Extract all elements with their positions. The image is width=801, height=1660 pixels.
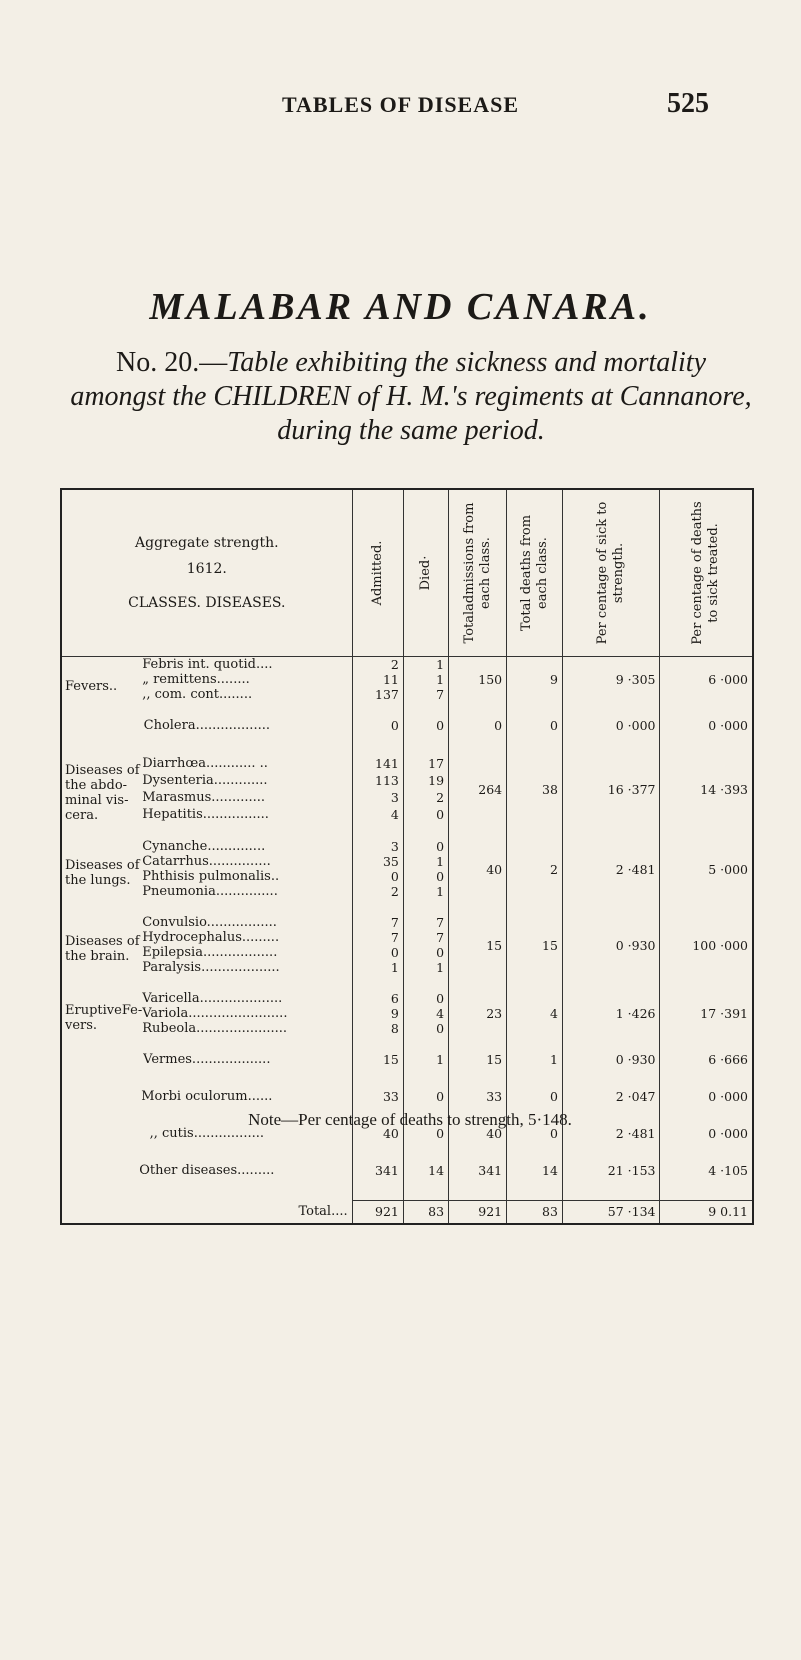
- row-spacer: [61, 733, 753, 755]
- admitted-cell: 137: [352, 687, 403, 702]
- admitted-cell: 33: [352, 1089, 403, 1104]
- admitted-cell: 6: [352, 991, 403, 1006]
- table-row: [61, 915, 753, 930]
- admitted-cell: 8: [352, 1021, 403, 1036]
- disease-name: Dysenteria.............: [142, 773, 268, 788]
- page-number: 525: [667, 88, 709, 119]
- died-cell: 17: [403, 755, 448, 772]
- row-spacer: [61, 823, 753, 839]
- disease-name: Catarrhus...............: [142, 854, 271, 869]
- disease-name: ,, com. cont........: [142, 687, 253, 702]
- class-label: Diseases of the brain.: [65, 934, 140, 964]
- total-deaths-cell: 1: [507, 1052, 563, 1067]
- total-total-deaths: 83: [507, 1200, 563, 1224]
- col-total-deaths: [507, 489, 563, 657]
- died-cell: 7: [403, 687, 448, 702]
- died-cell: 2: [403, 789, 448, 806]
- died-cell: 1: [403, 657, 448, 673]
- total-admissions-cell: 33: [449, 1089, 507, 1104]
- class-label: Cholera..................: [143, 718, 270, 733]
- total-admissions-cell: 40: [449, 1126, 507, 1141]
- total-deaths-cell: 15: [507, 915, 563, 975]
- class-label: Morbi oculorum......: [141, 1089, 273, 1104]
- disease-name: Convulsio.................: [142, 915, 277, 930]
- admitted-cell: 40: [352, 1126, 403, 1141]
- total-deaths-cell: 0: [507, 718, 563, 733]
- total-died: 83: [403, 1200, 448, 1224]
- class-label: EruptiveFe-vers.: [65, 1002, 143, 1033]
- admitted-cell: 2: [352, 884, 403, 899]
- col-total-deaths-label: Total deaths from each class.: [518, 514, 550, 632]
- pct-deaths-cell: 100 ·000: [660, 915, 753, 975]
- table-row: [61, 755, 753, 772]
- total-pct-deaths: 9 0.11: [660, 1200, 753, 1224]
- total-admissions-cell: 23: [449, 991, 507, 1036]
- pct-deaths-cell: 0 ·000: [660, 1126, 753, 1141]
- table-caption: [66, 346, 756, 448]
- pct-sick-cell: 2 ·481: [562, 1126, 660, 1141]
- disease-name: Marasmus.............: [142, 790, 266, 805]
- died-cell: 4: [403, 1006, 448, 1021]
- aggregate-label: Aggregate strength.: [135, 535, 279, 551]
- total-pct-sick: 57 ·134: [562, 1200, 660, 1224]
- table-row: [61, 657, 753, 673]
- died-cell: 7: [403, 930, 448, 945]
- row-spacer: [61, 1141, 753, 1163]
- table-row: [61, 1052, 753, 1067]
- table-row: [61, 718, 753, 733]
- disease-name: Cynanche..............: [142, 839, 266, 854]
- died-cell: 0: [403, 839, 448, 854]
- class-label: Fevers..: [65, 679, 118, 694]
- died-cell: 0: [403, 945, 448, 960]
- total-admissions-cell: 341: [449, 1163, 507, 1178]
- pct-sick-cell: 0 ·930: [562, 915, 660, 975]
- disease-name: Rubeola......................: [142, 1021, 288, 1036]
- total-admissions-cell: 15: [449, 1052, 507, 1067]
- pct-deaths-cell: 0 ·000: [660, 1089, 753, 1104]
- admitted-cell: 1: [352, 960, 403, 975]
- pct-sick-cell: 21 ·153: [562, 1163, 660, 1178]
- admitted-cell: 2: [352, 657, 403, 673]
- row-spacer: [61, 899, 753, 915]
- admitted-cell: 0: [352, 718, 403, 733]
- total-deaths-cell: 2: [507, 839, 563, 899]
- table-body: [61, 657, 753, 1225]
- class-label: Other diseases.........: [139, 1163, 275, 1178]
- running-head-title: TABLES OF DISEASE: [281, 92, 520, 117]
- col-admitted-label: Admitted.: [369, 540, 385, 606]
- pct-deaths-cell: 17 ·391: [660, 991, 753, 1036]
- table-wrap: [60, 488, 758, 1660]
- footnote: Note—Per centage of deaths to strength, 5·148.: [248, 1110, 572, 1129]
- pct-sick-cell: 0 ·000: [562, 718, 660, 733]
- pct-deaths-cell: 14 ·393: [660, 755, 753, 823]
- total-admissions-cell: 150: [449, 657, 507, 703]
- pct-deaths-cell: 5 ·000: [660, 839, 753, 899]
- admitted-cell: 7: [352, 915, 403, 930]
- class-label: Diseases of the lungs.: [65, 858, 140, 888]
- row-spacer: [61, 1036, 753, 1052]
- disease-name: Variola........................: [142, 1006, 288, 1021]
- admitted-cell: 3: [352, 789, 403, 806]
- disease-name: Diarrhœa............ ..: [142, 756, 268, 771]
- pct-sick-cell: 16 ·377: [562, 755, 660, 823]
- col-pct-deaths: [660, 489, 753, 657]
- admitted-cell: 141: [352, 755, 403, 772]
- total-deaths-cell: 4: [507, 991, 563, 1036]
- head-left: [61, 489, 352, 657]
- pct-deaths-cell: 6 ·000: [660, 657, 753, 703]
- died-cell: 1: [403, 884, 448, 899]
- died-cell: 14: [403, 1163, 448, 1178]
- died-cell: 0: [403, 991, 448, 1006]
- main-title: MALABAR AND CANARA.: [149, 286, 652, 328]
- total-deaths-cell: 38: [507, 755, 563, 823]
- disease-name: Febris int. quotid....: [142, 657, 273, 672]
- running-head: [0, 88, 801, 122]
- total-label: Total....: [298, 1204, 348, 1219]
- col-died-label: Died·: [417, 555, 433, 591]
- disease-name: Phthisis pulmonalis..: [142, 869, 280, 884]
- total-deaths-cell: 14: [507, 1163, 563, 1178]
- total-admissions-cell: 0: [449, 718, 507, 733]
- total-admitted: 921: [352, 1200, 403, 1224]
- table-row: [61, 1089, 753, 1104]
- admitted-cell: 0: [352, 945, 403, 960]
- admitted-cell: 341: [352, 1163, 403, 1178]
- class-label: ,, cutis.................: [149, 1126, 264, 1141]
- table-row: [61, 839, 753, 854]
- died-cell: 1: [403, 672, 448, 687]
- pct-sick-cell: 1 ·426: [562, 991, 660, 1036]
- pct-deaths-cell: 0 ·000: [660, 718, 753, 733]
- total-row: [61, 1200, 753, 1224]
- col-pct-deaths-label: Per centage of deaths to sick treated.: [690, 501, 722, 645]
- admitted-cell: 3: [352, 839, 403, 854]
- total-deaths-cell: 9: [507, 657, 563, 703]
- died-cell: 0: [403, 1089, 448, 1104]
- pct-sick-cell: 0 ·930: [562, 1052, 660, 1067]
- disease-name: „ remittens........: [142, 672, 250, 687]
- admitted-cell: 11: [352, 672, 403, 687]
- admitted-cell: 15: [352, 1052, 403, 1067]
- died-cell: 0: [403, 1021, 448, 1036]
- total-total-admissions: 921: [449, 1200, 507, 1224]
- pct-sick-cell: 2 ·481: [562, 839, 660, 899]
- col-admitted: [352, 489, 403, 657]
- disease-name: Epilepsia..................: [142, 945, 278, 960]
- pct-sick-cell: 2 ·047: [562, 1089, 660, 1104]
- disease-name: Hepatitis................: [142, 807, 269, 822]
- died-cell: 7: [403, 915, 448, 930]
- admitted-cell: 0: [352, 869, 403, 884]
- col-pct-sick-label: Per centage of sick to strength.: [595, 501, 627, 645]
- died-cell: 0: [403, 806, 448, 823]
- total-deaths-cell: 0: [507, 1126, 563, 1141]
- disease-name: Varicella....................: [142, 991, 283, 1006]
- col-pct-sick: [562, 489, 660, 657]
- class-label: Diseases of the abdo-minal vis-cera.: [65, 763, 140, 823]
- admitted-cell: 4: [352, 806, 403, 823]
- row-spacer: [61, 702, 753, 718]
- total-deaths-cell: 0: [507, 1089, 563, 1104]
- row-spacer: [61, 975, 753, 991]
- admitted-cell: 113: [352, 772, 403, 789]
- total-admissions-cell: 40: [449, 839, 507, 899]
- table-number: No. 20.—: [115, 347, 228, 378]
- admitted-cell: 7: [352, 930, 403, 945]
- died-cell: 1: [403, 960, 448, 975]
- admitted-cell: 9: [352, 1006, 403, 1021]
- disease-name: Hydrocephalus.........: [142, 930, 280, 945]
- died-cell: 1: [403, 1052, 448, 1067]
- strength-value: 1612.: [186, 561, 227, 577]
- pct-deaths-cell: 6 ·666: [660, 1052, 753, 1067]
- col-died: [403, 489, 448, 657]
- died-cell: 0: [403, 869, 448, 884]
- total-admissions-cell: 264: [449, 755, 507, 823]
- died-cell: 1: [403, 854, 448, 869]
- pct-sick-cell: 9 ·305: [562, 657, 660, 703]
- class-label: Vermes...................: [143, 1052, 271, 1067]
- row-spacer: [61, 1178, 753, 1200]
- classes-diseases-label: CLASSES. DISEASES.: [128, 595, 286, 611]
- caption-text: Table exhibiting the sickness and mortality amongst the CHILDREN of H. M.'s regiments at Cannanore, during the same period.: [70, 347, 752, 446]
- row-spacer: [61, 1067, 753, 1089]
- admitted-cell: 35: [352, 854, 403, 869]
- disease-name: Pneumonia...............: [142, 884, 278, 899]
- died-cell: 0: [403, 718, 448, 733]
- died-cell: 19: [403, 772, 448, 789]
- table-row: [61, 1163, 753, 1178]
- col-total-admissions: [449, 489, 507, 657]
- table-row: [61, 991, 753, 1006]
- pct-deaths-cell: 4 ·105: [660, 1163, 753, 1178]
- disease-name: Paralysis...................: [142, 960, 280, 975]
- died-cell: 0: [403, 1126, 448, 1141]
- total-admissions-cell: 15: [449, 915, 507, 975]
- col-total-admissions-label: Totaladmissions from each class.: [461, 502, 493, 644]
